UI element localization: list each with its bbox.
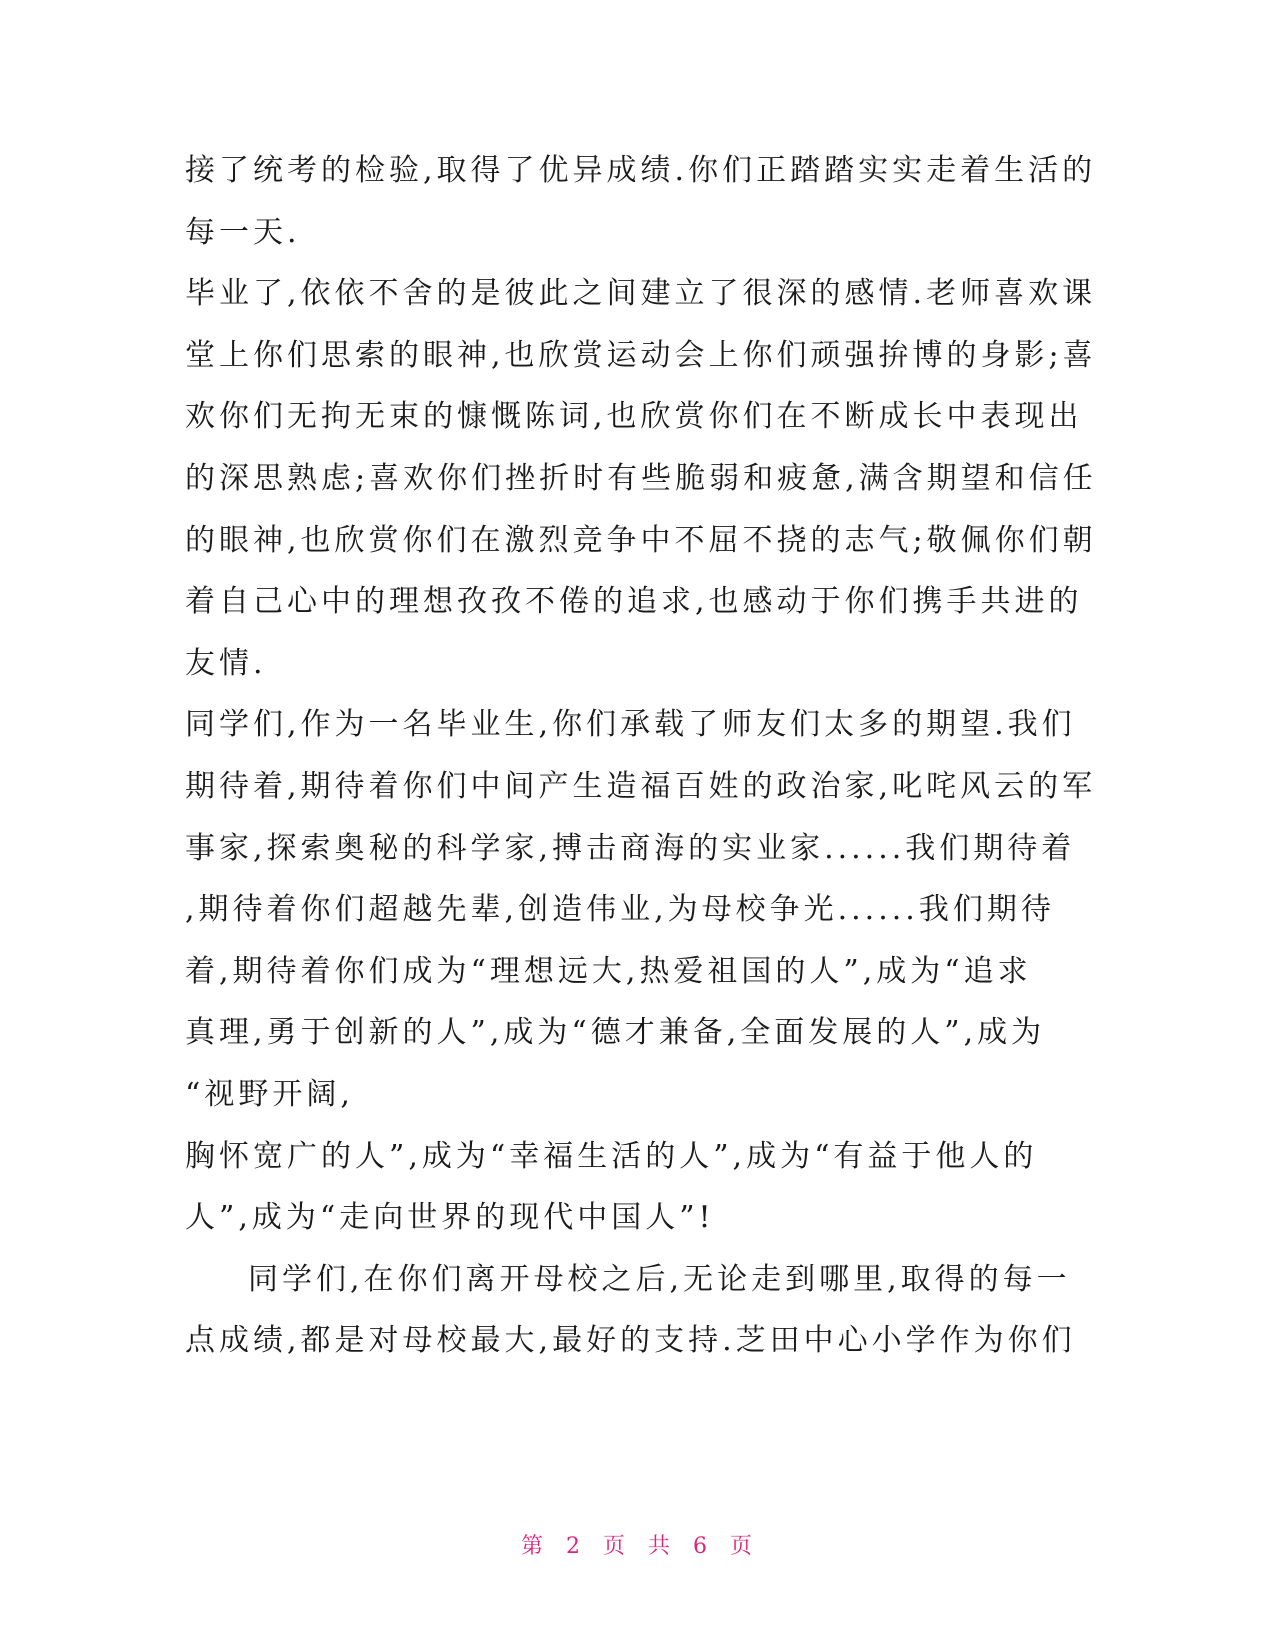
text-line: 欢你们无拘无束的慷慨陈词,也欣赏你们在不断成长中表现出: [185, 399, 1083, 435]
text-line: 友情.: [185, 645, 267, 681]
text-line: 同学们,作为一名毕业生,你们承载了师友们太多的期望.我们: [185, 707, 1076, 743]
text-line: 毕业了,依依不舍的是彼此之间建立了很深的感情.老师喜欢课: [185, 276, 1097, 312]
text-line: 的深思熟虑;喜欢你们挫折时有些脆弱和疲惫,满含期望和信任: [185, 460, 1097, 496]
text-line: 每一天.: [185, 214, 301, 250]
text-line: “视野开阔,: [185, 1076, 354, 1112]
text-line: 胸怀宽广的人”,成为“幸福生活的人”,成为“有益于他人的: [185, 1138, 1038, 1174]
text-line: 点成绩,都是对母校最大,最好的支持.芝田中心小学作为你们: [185, 1323, 1076, 1359]
text-line: 人”,成为“走向世界的现代中国人”!: [185, 1200, 715, 1236]
text-line: 事家,探索奥秘的科学家,搏击商海的实业家......我们期待着: [185, 830, 1076, 866]
text-line: 着,期待着你们成为“理想远大,热爱祖国的人”,成为“追求: [185, 953, 1032, 989]
document-body: [185, 140, 1097, 1372]
text-line: 真理,勇于创新的人”,成为“德才兼备,全面发展的人”,成为: [185, 1015, 1046, 1051]
text-line: 着自己心中的理想孜孜不倦的追求,也感动于你们携手共进的: [185, 584, 1083, 620]
text-line: ,期待着你们超越先辈,创造伟业,为母校争光......我们期待: [185, 892, 1055, 928]
text-line: 期待着,期待着你们中间产生造福百姓的政治家,叱咤风云的军: [185, 768, 1097, 804]
page-footer: 第 2 页 共 6 页: [521, 1534, 754, 1559]
text-line: 接了统考的检验,取得了优异成绩.你们正踏踏实实走着生活的: [185, 153, 1097, 188]
text-line: 堂上你们思索的眼神,也欣赏运动会上你们顽强拚博的身影;喜: [185, 337, 1097, 373]
text-line-indented: 同学们,在你们离开母校之后,无论走到哪里,取得的每一: [248, 1261, 1071, 1297]
text-line: 的眼神,也欣赏你们在激烈竞争中不屈不挠的志气;敬佩你们朝: [185, 522, 1097, 558]
